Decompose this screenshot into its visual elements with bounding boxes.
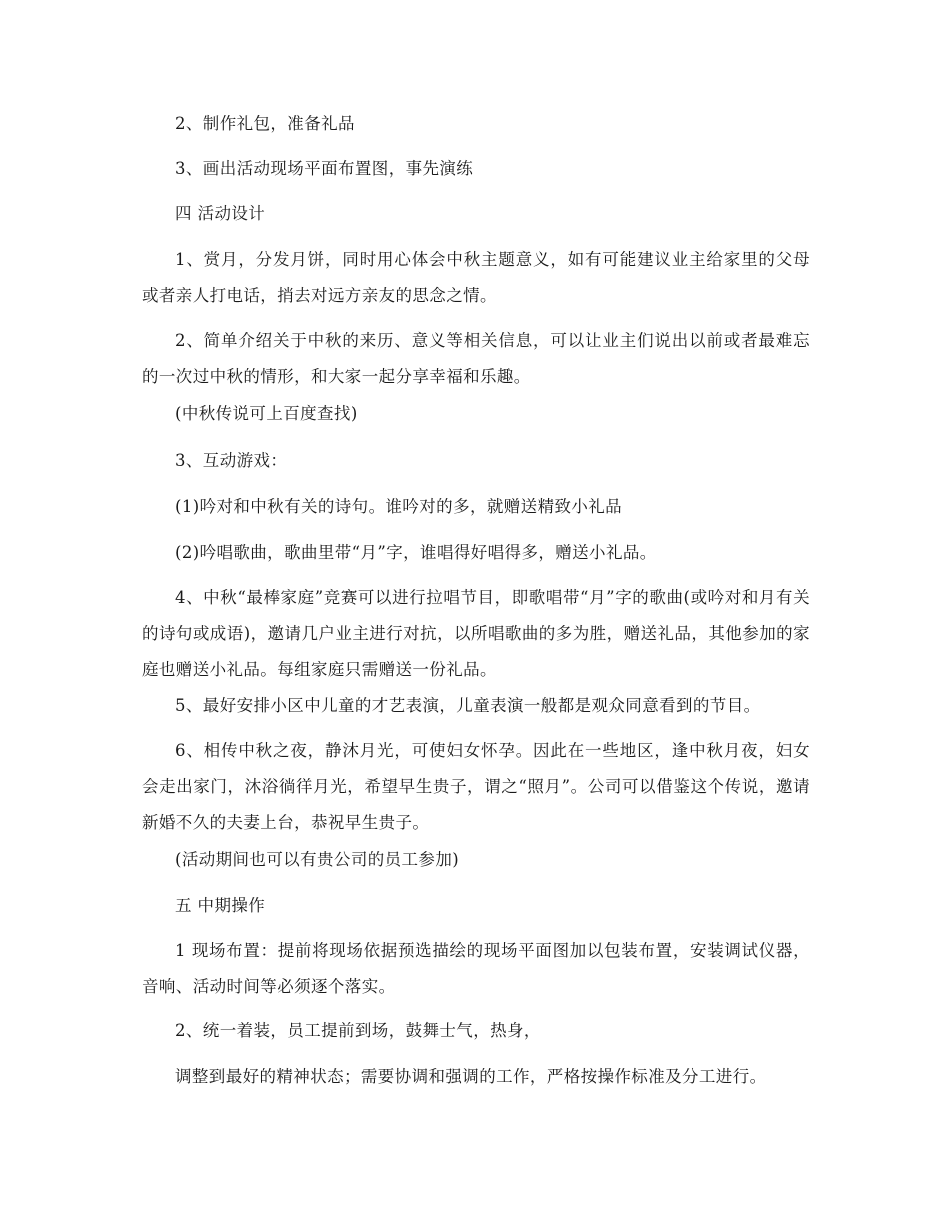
paragraph: 2、统一着装，员工提前到场，鼓舞士气，热身， <box>175 1021 541 1040</box>
paragraph: 4、中秋“最棒家庭”竞赛可以进行拉唱节目，即歌唱带“月”字的歌曲(或吟对和月有关的诗句或成语)，邀请几户业主进行对抗，以所唱歌曲的多为胜，赠送礼品，其他参加的家庭也赠送小礼品。每组家庭只需赠送一份礼品。 <box>142 588 810 679</box>
paragraph: 调整到最好的精神状态；需要协调和强调的工作，严格按操作标准及分工进行。 <box>175 1067 767 1086</box>
paragraph: 2、制作礼包，准备礼品 <box>175 114 355 133</box>
paragraph: (2)吟唱歌曲，歌曲里带“月”字，谁唱得好唱得多，赠送小礼品。 <box>175 543 657 562</box>
paragraph: 3、互动游戏： <box>175 451 288 470</box>
paragraph: 1 现场布置：提前将现场依据预选描绘的现场平面图加以包装布置，安装调试仪器，音响、活动时间等必须逐个落实。 <box>142 941 810 996</box>
paragraph: (活动期间也可以有贵公司的员工参加) <box>175 850 460 869</box>
section-heading: 四 活动设计 <box>175 204 266 223</box>
paragraph: 5、最好安排小区中儿童的才艺表演，儿童表演一般都是观众同意看到的节目。 <box>175 696 761 715</box>
paragraph: 1、赏月，分发月饼，同时用心体会中秋主题意义，如有可能建议业主给家里的父母或者亲人打电话，捎去对远方亲友的思念之情。 <box>142 250 810 305</box>
section-heading: 五 中期操作 <box>175 896 266 915</box>
paragraph: 3、画出活动现场平面布置图，事先演练 <box>175 159 474 178</box>
paragraph: (中秋传说可上百度查找) <box>175 404 358 423</box>
paragraph: (1)吟对和中秋有关的诗句。谁吟对的多，就赠送精致小礼品 <box>175 497 623 516</box>
paragraph: 6、相传中秋之夜，静沐月光，可使妇女怀孕。因此在一些地区，逢中秋月夜，妇女会走出家门，沐浴徜徉月光，希望早生贵子，谓之“照月”。公司可以借鉴这个传说，邀请新婚不久的夫妻上台，恭祝早生贵子。 <box>142 741 810 832</box>
paragraph: 2、简单介绍关于中秋的来历、意义等相关信息，可以让业主们说出以前或者最难忘的一次过中秋的情形，和大家一起分享幸福和乐趣。 <box>142 331 810 386</box>
